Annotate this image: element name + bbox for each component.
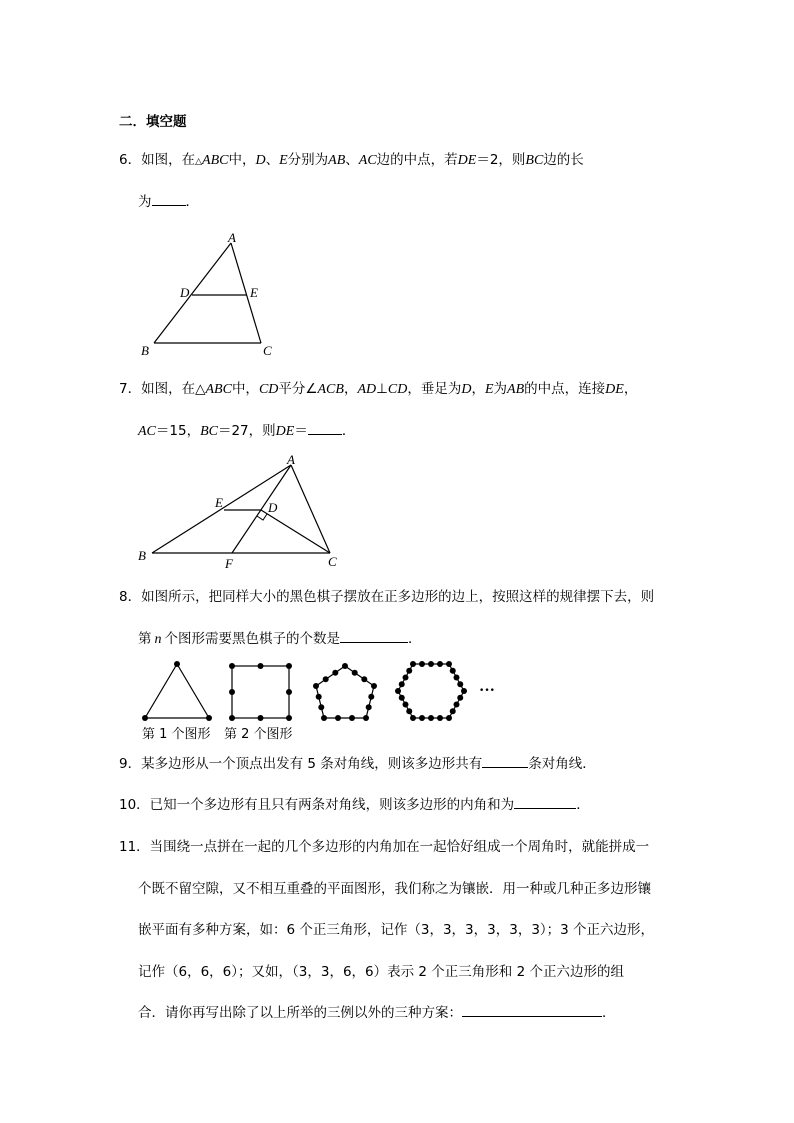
- q7-bc: BC: [200, 424, 218, 439]
- q6-de: DE: [457, 153, 477, 168]
- q7-segment-cd: [261, 510, 330, 553]
- q7-de: DE: [605, 382, 624, 397]
- q9-text-b: 条对角线．: [528, 756, 596, 772]
- q9-text-a: 9．某多边形从一个顶点出发有 5 条对角线，则该多边形共有: [119, 756, 483, 772]
- q7-ad: AD: [357, 382, 377, 397]
- q8-caption-1: 第 1 个图形: [142, 727, 211, 742]
- q6-bc: BC: [525, 153, 544, 168]
- q7-text7: 为: [493, 381, 508, 397]
- q7-v1: ＝15，: [155, 423, 201, 439]
- q6-text3: 分别为: [287, 152, 329, 168]
- q7-label-e: E: [215, 495, 223, 510]
- q7-side-ac: [291, 465, 330, 553]
- q6-sep: 、: [265, 152, 280, 168]
- q6-side-ab: [154, 243, 231, 343]
- q8-number: 8．: [119, 589, 142, 605]
- q11-answer-blank[interactable]: [462, 1004, 602, 1017]
- q6-d: D: [255, 153, 266, 168]
- q6-triangle-figure: [130, 228, 290, 360]
- q7-acb: ACB: [317, 382, 344, 397]
- q8-end: ．: [408, 631, 422, 647]
- q6-abc: ABC: [202, 153, 229, 168]
- q6-text5: 边的长: [543, 152, 584, 168]
- q7-abc: ABC: [205, 382, 232, 397]
- q6-answer-blank[interactable]: [152, 193, 186, 206]
- q6-text2: 中，: [228, 152, 256, 168]
- q11-line4: 记作（6，6，6）；又如，（3，3，6，6）表示 2 个正三角形和 2 个正六边形的组: [138, 964, 624, 980]
- q8-n: n: [154, 632, 162, 647]
- q6-triangle-symbol: △: [195, 157, 203, 167]
- q7-triangle-figure: [130, 450, 350, 570]
- q6-line2b: ．: [185, 194, 199, 210]
- q7-segment-af: [232, 465, 291, 553]
- q7-label-d: D: [268, 500, 278, 515]
- q11-line3: 嵌平面有多种方案，如：6 个正三角形，记作（3，3，3，3，3，3）；3 个正六边形，: [138, 922, 655, 938]
- q8-figure-triangle: [142, 661, 212, 721]
- q6-label-d: D: [180, 285, 190, 300]
- q7-text4: ，: [343, 381, 358, 397]
- q7-ab: AB: [507, 382, 525, 397]
- q7-answer-blank[interactable]: [308, 422, 342, 435]
- q6-line2a: 为: [138, 194, 152, 210]
- q7-text2: 中，: [231, 381, 259, 397]
- q8-answer-blank[interactable]: [340, 630, 408, 643]
- q8-line2: [138, 630, 422, 649]
- q8-figure-hexagon: [395, 661, 467, 721]
- q8-figure-square: [229, 663, 292, 721]
- q7-perp: ⊥: [376, 381, 388, 397]
- q6-label-a: A: [228, 230, 236, 245]
- q8-figure-pentagon: [313, 663, 377, 721]
- q10-line: [119, 796, 590, 814]
- q7-cd: CD: [258, 382, 279, 397]
- q7-label-a: A: [287, 452, 295, 467]
- q6-text4: 边的中点，若: [376, 152, 458, 168]
- q7-number: 7．: [119, 381, 142, 397]
- q6-line2: [138, 193, 199, 211]
- q7-end: ．: [341, 423, 356, 439]
- q6-label-b: B: [141, 343, 149, 358]
- q7-text9: ，: [623, 381, 638, 397]
- q7-v2: ＝27，则: [217, 423, 276, 439]
- q6-label-c: C: [263, 343, 272, 358]
- q8-line1: [119, 588, 654, 606]
- q7-text3: 平分∠: [278, 381, 318, 397]
- q7-text1: 如图，在△: [141, 381, 206, 397]
- q10-answer-blank[interactable]: [514, 796, 576, 809]
- q7-label-b: B: [138, 548, 146, 563]
- q7-label-c: C: [328, 554, 337, 569]
- q6-label-e: E: [250, 285, 258, 300]
- q7-line2: [138, 422, 355, 441]
- q6-eq: ＝2，则: [476, 152, 526, 168]
- q9-line: [119, 755, 596, 773]
- section-title: 二．填空题: [119, 114, 187, 130]
- q7-ac: AC: [138, 424, 156, 439]
- q7-text6: ，: [471, 381, 485, 397]
- q7-line1: [119, 380, 637, 399]
- q7-text8: 的中点，连接: [524, 381, 606, 397]
- q8-line2b: 个图形需要黑色棋子的个数是: [164, 631, 340, 647]
- q6-ac: AC: [358, 153, 377, 168]
- q9-answer-blank[interactable]: [482, 755, 528, 768]
- q11-line5a: 合．请你再写出除了以上所举的三例以外的三种方案：: [138, 1005, 462, 1021]
- q7-right-angle-mark: [257, 514, 267, 520]
- q7-v3: ＝: [294, 423, 308, 439]
- q11-line5b: ．: [602, 1005, 616, 1021]
- q6-line1: [119, 151, 584, 171]
- q6-ab: AB: [328, 153, 346, 168]
- q11-line1: 11．当围绕一点拼在一起的几个多边形的内角加在一起恰好组成一个周角时，就能拼成一: [119, 839, 650, 855]
- q8-caption-2: 第 2 个图形: [224, 727, 293, 742]
- q6-sep2: 、: [345, 152, 359, 168]
- q11-line5: [138, 1004, 616, 1022]
- q8-ellipsis: ···: [479, 682, 496, 699]
- q6-text1: 如图，在: [141, 152, 196, 168]
- q7-text5: ，垂足为: [407, 381, 462, 397]
- q7-de2: DE: [275, 424, 295, 439]
- q7-e: E: [484, 382, 494, 397]
- q8-line2a: 第: [138, 631, 152, 647]
- q10-text-b: ．: [576, 797, 590, 813]
- q6-number: 6．: [119, 152, 142, 168]
- q8-text1: 如图所示，把同样大小的黑色棋子摆放在正多边形的边上，按照这样的规律摆下去，则: [141, 589, 655, 605]
- q10-text-a: 10．已知一个多边形有且只有两条对角线，则该多边形的内角和为: [119, 797, 515, 813]
- q7-label-f: F: [225, 556, 233, 570]
- q11-line2: 个既不留空隙，又不相互重叠的平面图形，我们称之为镶嵌．用一种或几种正多边形镶: [138, 881, 651, 897]
- q6-e: E: [279, 153, 288, 168]
- q7-d: D: [461, 382, 472, 397]
- q7-cd2: CD: [387, 382, 408, 397]
- q8-figures: [135, 655, 505, 745]
